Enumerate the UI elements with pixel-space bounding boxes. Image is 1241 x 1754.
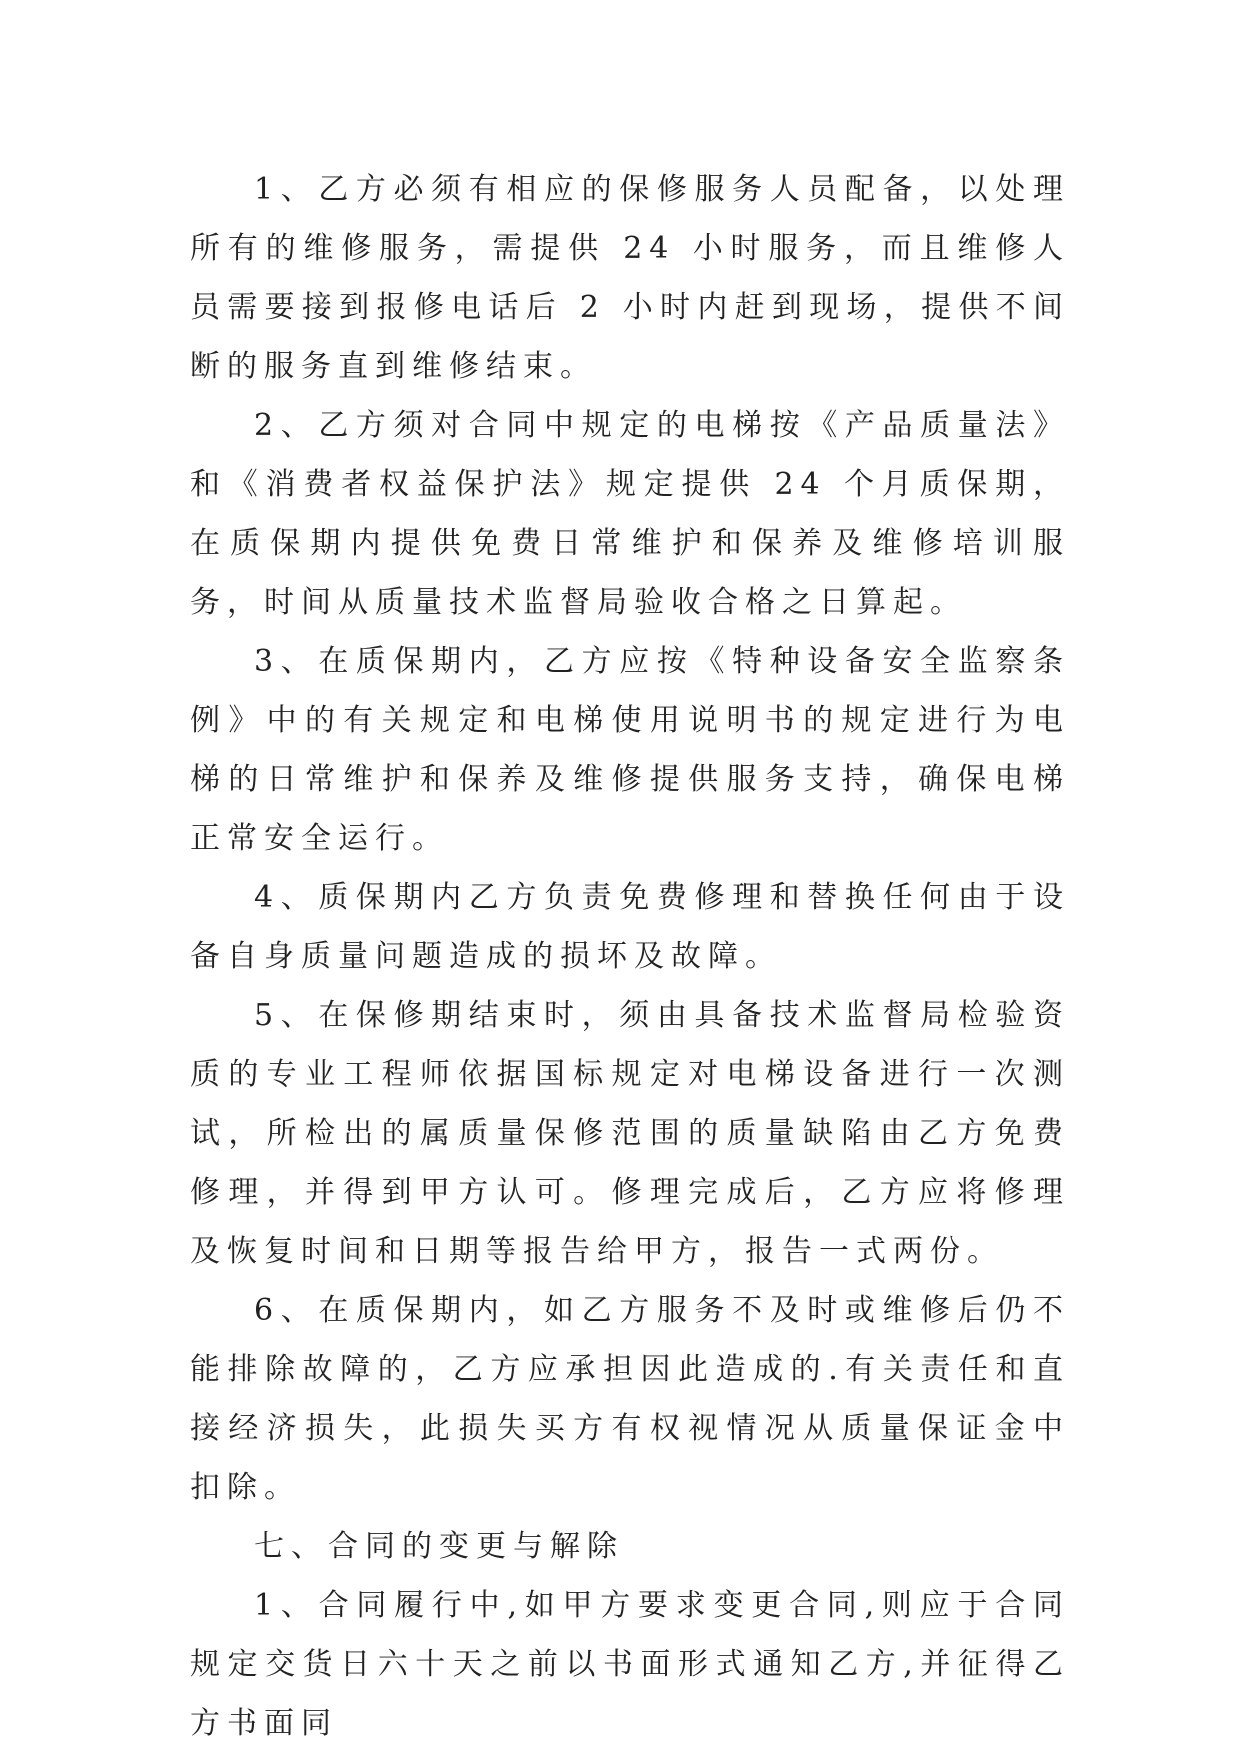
paragraph-end-of-warranty-test: 5、在保修期结束时，须由具备技术监督局检验资质的专业工程师依据国标规定对电梯设备进行一次测试，所检出的属质量保修范围的质量缺陷由乙方免费修理，并得到甲方认可。修理完成后，乙方应将修理及恢复时间和日期等报告给甲方，报告一式两份。 <box>190 998 1070 1269</box>
paragraph-liability: 6、在质保期内，如乙方服务不及时或维修后仍不能排除故障的，乙方应承担因此造成的.有关责任和直接经济损失，此损失买方有权视情况从质量保证金中扣除。 <box>190 1293 1070 1505</box>
paragraph-warranty-service-staff: 1、乙方必须有相应的保修服务人员配备，以处理所有的维修服务，需提供 24 小时服务，而且维修人员需要接到报修电话后 2 小时内赶到现场，提供不间断的服务直到维修结束。 <box>190 172 1070 384</box>
paragraph-maintenance-support: 3、在质保期内，乙方应按《特种设备安全监察条例》中的有关规定和电梯使用说明书的规定进行为电梯的日常维护和保养及维修提供服务支持，确保电梯正常安全运行。 <box>190 644 1070 856</box>
paragraph-warranty-period: 2、乙方须对合同中规定的电梯按《产品质量法》和《消费者权益保护法》规定提供 24 个月质保期，在质保期内提供免费日常维护和保养及维修培训服务，时间从质量技术监督局验收合格之日算起。 <box>190 408 1070 620</box>
paragraph-free-repair: 4、质保期内乙方负责免费修理和替换任何由于设备自身质量问题造成的损坏及故障。 <box>190 880 1070 974</box>
paragraph-contract-change: 1、合同履行中,如甲方要求变更合同,则应于合同规定交货日六十天之前以书面形式通知乙方,并征得乙方书面同 <box>190 1588 1070 1741</box>
document-body <box>190 160 1070 1753</box>
section-heading-contract-change: 七、合同的变更与解除 <box>254 1529 624 1564</box>
